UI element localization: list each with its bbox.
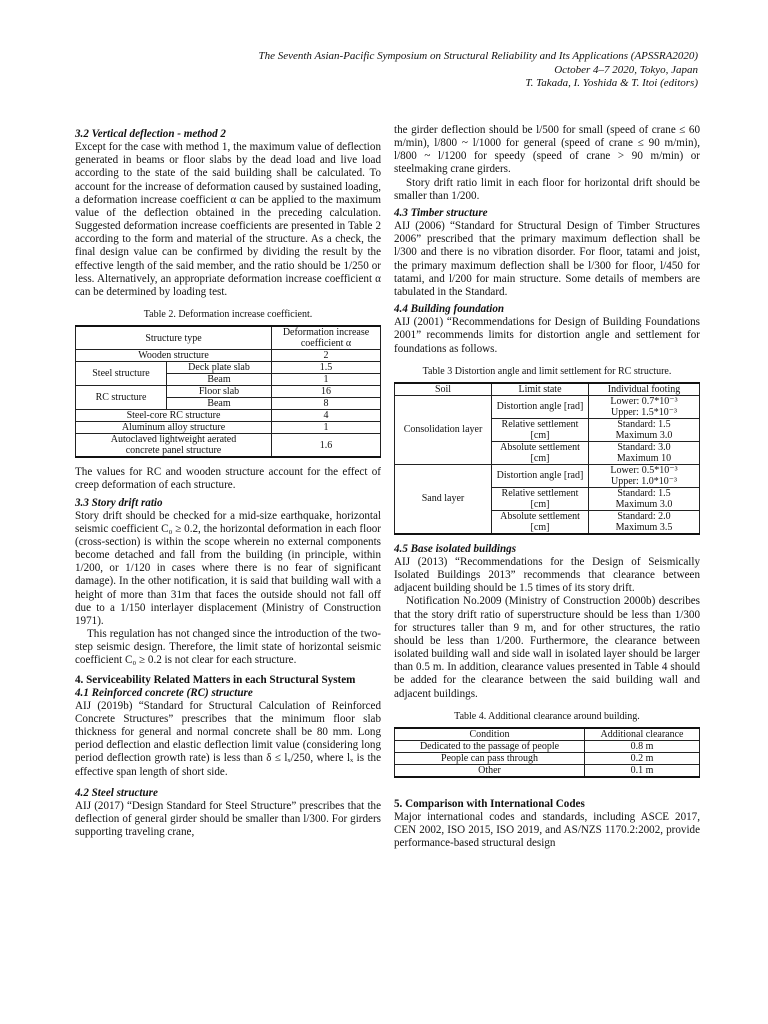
table-3-cell: Relative settlement [cm] <box>492 487 589 510</box>
table-3-cell: Consolidation layer <box>395 395 492 464</box>
table-3-value: Maximum 3.5 <box>615 521 673 533</box>
table-3-cell <box>589 464 700 487</box>
table-4-header-clearance: Additional clearance <box>585 728 700 741</box>
table-2-cell: 1 <box>272 422 381 434</box>
table-3-value: Maximum 3.0 <box>615 498 673 510</box>
header-conference: The Seventh Asian-Pacific Symposium on Structural Reliability and Its Applications (APSSRA2020) <box>258 50 698 62</box>
table-2-cell: Deck plate slab <box>167 362 272 374</box>
section-4-1-title: 4.1 Reinforced concrete (RC) structure <box>75 686 253 699</box>
table-4-cell: Dedicated to the passage of people <box>395 740 585 752</box>
table-2-cell: Floor slab <box>167 386 272 398</box>
table-3-value: Lower: 0.5*10⁻³ <box>610 464 678 476</box>
section-3-3-paragraph-1: Story drift should be checked for a mid-size earthquake, horizontal seismic coefficient C₀ ≥ 0.2, the horizontal deformation in each floor (cross-section) is within the scope wherein no external components become detached and fall from the building (in principle, within 1/200, or 1/120 in cases where there is no fear of significant damage). In the other notification, it is said that building wall with a height of more than 31m that faces the outside should not fall off due to a 1/150 interlayer displacement (Ministry of Construction 1971). <box>75 509 381 627</box>
table-3-value: Standard: 1.5 <box>617 418 671 430</box>
table-2-cell: Beam <box>167 374 272 386</box>
table-3-cell <box>589 441 700 464</box>
table-2-cell: 1.5 <box>272 362 381 374</box>
table-4 <box>394 727 700 778</box>
section-4-5-title: 4.5 Base isolated buildings <box>394 542 517 555</box>
table-3-value: Lower: 0.7*10⁻³ <box>610 395 678 407</box>
table-3-cell <box>589 487 700 510</box>
section-4-2-paragraph-1: AIJ (2017) “Design Standard for Steel Structure” prescribes that the deflection of general girder should be smaller than l/300. For girders supporting traveling crane, <box>75 799 381 839</box>
table-2 <box>75 325 381 458</box>
table-3-cell: Distortion angle [rad] <box>492 395 589 418</box>
right-column <box>394 124 700 850</box>
table-3-caption: Table 3 Distortion angle and limit settlement for RC structure. <box>422 365 672 377</box>
table-2-cell: 4 <box>272 410 381 422</box>
table-2-cell: Wooden structure <box>76 350 272 362</box>
table-2-cell: Autoclaved lightweight aerated concrete panel structure <box>76 434 272 458</box>
table-2-cell: 1 <box>272 374 381 386</box>
section-3-2-paragraph-2: The values for RC and wooden structure account for the effect of creep deformation of each structure. <box>75 466 381 492</box>
table-3-header-limit: Limit state <box>492 383 589 396</box>
section-4-title: 4. Serviceability Related Matters in each Structural System <box>75 673 356 686</box>
table-3-value: Upper: 1.0*10⁻³ <box>610 475 678 487</box>
section-3-2-paragraph-1: Except for the case with method 1, the maximum value of deflection generated in beams or floor slabs by the dead load and live load according to the state of the said building shall be calculated. To account for the increase of deformation caused by sustained loading, a deformation increase coefficient α can be applied to the maximum value of the deflection obtained in the preceding calculation. Suggested deformation increase coefficients are presented in Table 2 according to the form and material of the structure. As a check, the final design value can be confirmed by dividing the result by the effective length of the said member, and the ratio should be 1/250 or less. Alternatively, an appropriate deformation increase coefficient α can be determined by loading test. <box>75 141 381 298</box>
section-4-3-title: 4.3 Timber structure <box>394 206 488 219</box>
table-4-cell: 0.8 m <box>585 740 700 752</box>
table-3-header-footing: Individual footing <box>589 383 700 396</box>
section-4-1-paragraph: AIJ (2019b) “Standard for Structural Calculation of Reinforced Concrete Structures” prescribes that the minimum floor slab thickness for general and normal concrete shall be 80 mm. Long period deflection and elastic deflection limit value (considering long period deflection growth rate) is less than δ ≤ lₓ/250, where lₓ is the effective span length of short side. <box>75 699 381 778</box>
table-3-value: Maximum 3.0 <box>615 429 673 441</box>
table-2-cell: 16 <box>272 386 381 398</box>
section-3-2-title: 3.2 Vertical deflection - method 2 <box>75 128 226 140</box>
table-3-cell: Absolute settlement [cm] <box>492 510 589 534</box>
table-4-cell: 0.2 m <box>585 752 700 764</box>
section-3-3-title: 3.3 Story drift ratio <box>75 496 163 509</box>
section-4-3-paragraph: AIJ (2006) “Standard for Structural Design of Timber Structures 2006” prescribed that the primary maximum deflection shall be l/300 and there is no vibration disorder. For floor, tatami and joist, the primary maximum deflection shall be l/300 for floor, l/450 for tatami, and l/200 for main structure. Some details of members are tabulated in the Standard. <box>394 220 700 298</box>
table-2-cell: Aluminum alloy structure <box>76 422 272 434</box>
table-4-cell: Other <box>395 764 585 777</box>
table-3-cell <box>589 395 700 418</box>
section-5-paragraph: Major international codes and standards, including ASCE 2017, CEN 2002, ISO 2015, ISO 2019, and AS/NZS 1170.2:2002, provide performance-based structural design <box>394 811 700 850</box>
table-2-cell: 1.6 <box>272 434 381 458</box>
section-4-2-title: 4.2 Steel structure <box>75 786 158 799</box>
section-5-title: 5. Comparison with International Codes <box>394 797 585 810</box>
header-editors: T. Takada, I. Yoshida & T. Itoi (editors) <box>525 77 698 89</box>
table-4-cell: 0.1 m <box>585 764 700 777</box>
table-2-cell: RC structure <box>76 386 167 410</box>
table-2-cell: Steel-core RC structure <box>76 410 272 422</box>
header-date: October 4–7 2020, Tokyo, Japan <box>554 63 698 76</box>
table-3-cell: Distortion angle [rad] <box>492 464 589 487</box>
table-3-value: Maximum 10 <box>616 452 672 464</box>
table-2-cell: 8 <box>272 398 381 410</box>
section-3-3-paragraph-2: This regulation has not changed since the introduction of the two-step seismic design. Therefore, the limit state of horizontal seismic coefficient C₀ ≥ 0.2 is not clear for each structure. <box>75 628 381 667</box>
section-4-5-paragraph-2: Notification No.2009 (Ministry of Construction 2000b) describes that the story drift ratio of superstructure should be less than 1/300 for structures taller than 9 m, and for other structures, the ratio should be less than 1/200. Furthermore, the clearance between isolated building wall and side wall in isolated layer should be larger than 0.5 m. In addition, clearance values presented in Table 4 should be added for the clearance between the said building wall and adjacent buildings. <box>394 595 700 700</box>
table-2-cell: Steel structure <box>76 362 167 386</box>
table-2-caption: Table 2. Deformation increase coefficient. <box>143 309 313 321</box>
table-4-caption: Table 4. Additional clearance around building. <box>454 710 640 722</box>
section-4-4-title: 4.4 Building foundation <box>394 303 505 316</box>
section-4-2-paragraph-3: Story drift ratio limit in each floor for horizontal drift should be smaller than 1/200. <box>394 176 700 202</box>
running-header <box>258 50 698 91</box>
table-4-header-condition: Condition <box>395 728 585 741</box>
table-2-header-coef: Deformation increase coefficient α <box>272 326 381 350</box>
table-2-cell: Beam <box>167 398 272 410</box>
table-3-value: Standard: 2.0 <box>617 510 671 522</box>
table-4-cell: People can pass through <box>395 752 585 764</box>
section-4-2-paragraph-2: the girder deflection should be l/500 for small (speed of crane ≤ 60 m/min), l/800 ~ l/1000 for general (speed of crane ≤ 90 m/min), l/800 ~ l/1200 for speedy (speed of crane > 90 m/min) or steelmaking crane girders. <box>394 124 700 176</box>
table-3 <box>394 382 700 535</box>
table-3-cell: Absolute settlement [cm] <box>492 441 589 464</box>
table-3-value: Upper: 1.5*10⁻³ <box>610 406 678 418</box>
table-3-cell: Relative settlement [cm] <box>492 418 589 441</box>
left-column <box>75 124 381 839</box>
section-4-4-paragraph: AIJ (2001) “Recommendations for Design of Building Foundations 2001” recommends limits for distortion angle and settlement for foundations as follows. <box>394 316 700 355</box>
table-3-cell <box>589 510 700 534</box>
table-2-header-type: Structure type <box>76 326 272 350</box>
table-2-cell: 2 <box>272 350 381 362</box>
table-3-value: Standard: 1.5 <box>617 487 671 499</box>
table-3-value: Standard: 3.0 <box>617 441 671 453</box>
table-3-cell <box>589 418 700 441</box>
section-4-5-paragraph-1: AIJ (2013) “Recommendations for the Design of Seismically Isolated Buildings 2013” recommends that clearance between adjacent building should be 1.5 times of its story drift. <box>394 555 700 595</box>
table-3-cell: Sand layer <box>395 464 492 534</box>
table-3-header-soil: Soil <box>395 383 492 396</box>
